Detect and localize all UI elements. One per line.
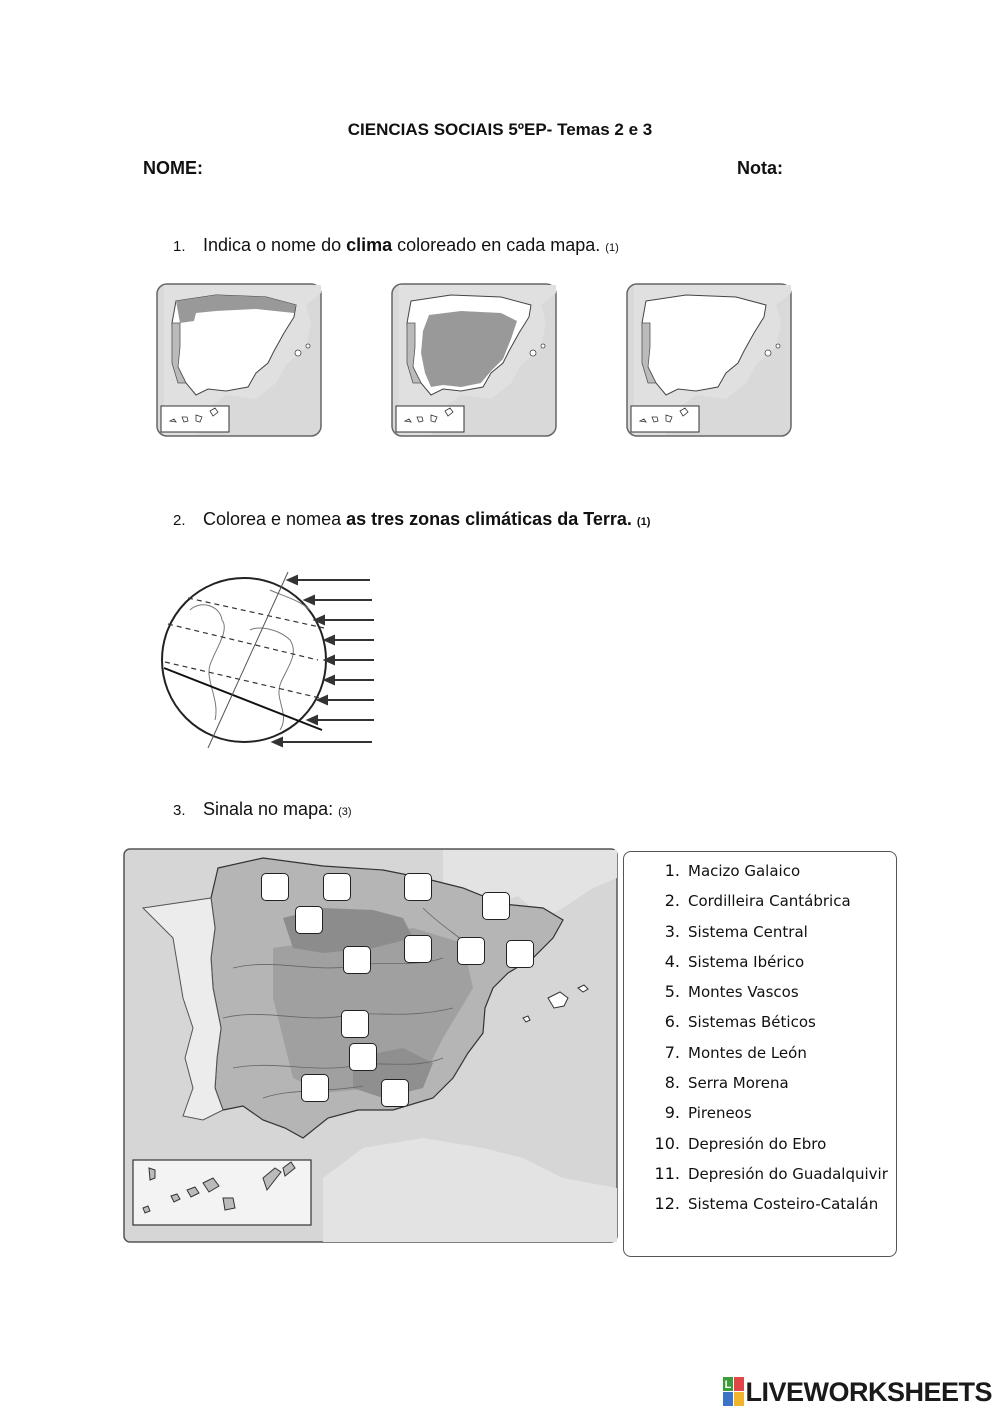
legend-panel	[623, 851, 897, 1257]
logo-letter: L	[725, 1379, 732, 1391]
name-label: NOME:	[143, 158, 203, 178]
map-answer-box[interactable]	[506, 940, 534, 968]
question-2-text: Colorea e nomea	[203, 509, 347, 529]
legend-item	[624, 977, 896, 1007]
legend-item	[624, 1038, 896, 1068]
legend-number: 4.	[664, 951, 680, 971]
question-1-text: Indica o nome do	[203, 235, 347, 255]
map-answer-box[interactable]	[295, 906, 323, 934]
climate-map-mediterranean	[626, 283, 792, 437]
legend-number: 1.	[664, 861, 680, 880]
legend-label: Cordilleira Cantábrica	[688, 892, 851, 911]
map-answer-box[interactable]	[323, 873, 351, 901]
legend-label: Montes Vascos	[688, 983, 799, 1002]
legend-label: Sistema Ibérico	[688, 952, 805, 971]
grade-label: Nota:	[737, 158, 783, 178]
legend-label: Depresión do Ebro	[688, 1134, 827, 1153]
question-1-bold: clima	[346, 235, 393, 255]
question-2-number: 2.	[173, 512, 186, 529]
earth-globe-diagram	[160, 570, 380, 750]
page-title: CIENCIAS SOCIAIS 5ºEP- Temas 2 e 3	[347, 120, 653, 139]
question-2	[173, 509, 650, 530]
legend-item	[624, 1189, 896, 1219]
legend-item	[624, 917, 896, 947]
question-3-text: Sinala no mapa:	[203, 799, 339, 819]
climate-map-continental	[391, 283, 557, 437]
legend-item	[624, 947, 896, 977]
legend-item	[624, 886, 896, 916]
question-1-number: 1.	[173, 238, 186, 255]
legend-number: 8.	[664, 1073, 680, 1093]
map-answer-box[interactable]	[404, 873, 432, 901]
climate-map-oceanic	[156, 283, 322, 437]
legend-label: Depresión do Guadalquivir	[688, 1164, 888, 1183]
question-2-points: (1)	[636, 516, 651, 528]
legend-label: Montes de León	[688, 1043, 807, 1062]
legend-item	[624, 1129, 896, 1159]
legend-number: 12.	[654, 1194, 680, 1214]
map-answer-box[interactable]	[349, 1043, 377, 1071]
map-answer-box[interactable]	[482, 892, 510, 920]
legend-label: Sistema Central	[688, 922, 808, 941]
legend-number: 11.	[654, 1163, 680, 1183]
legend-label: Pireneos	[688, 1104, 752, 1123]
legend-label: Serra Morena	[688, 1074, 789, 1093]
question-1-text-end: coloreado en cada mapa.	[392, 235, 606, 255]
question-3-points: (3)	[338, 806, 352, 818]
legend-item	[624, 1007, 896, 1037]
liveworksheets-logo	[723, 1375, 992, 1409]
legend-number: 10.	[654, 1133, 680, 1153]
legend-item	[624, 1159, 896, 1189]
liveworksheets-logo-icon	[723, 1377, 745, 1407]
question-1-points: (1)	[605, 242, 619, 254]
question-3-number: 3.	[173, 802, 186, 819]
legend-number: 7.	[664, 1042, 680, 1062]
legend-list	[624, 856, 896, 1220]
legend-number: 5.	[664, 982, 680, 1002]
map-answer-box[interactable]	[261, 873, 289, 901]
legend-label: Sistema Costeiro-Catalán	[688, 1195, 879, 1214]
map-answer-box[interactable]	[341, 1010, 369, 1038]
legend-number: 3.	[664, 921, 680, 941]
legend-item	[624, 856, 896, 886]
map-answer-box[interactable]	[301, 1074, 329, 1102]
question-1	[173, 235, 619, 256]
liveworksheets-brand: LIVEWORKSHEETS	[745, 1376, 992, 1407]
map-answer-box[interactable]	[457, 937, 485, 965]
legend-label: Macizo Galaico	[688, 862, 801, 880]
legend-item	[624, 1098, 896, 1128]
map-answer-box[interactable]	[404, 935, 432, 963]
legend-number: 2.	[664, 891, 680, 911]
question-2-bold: as tres zonas climáticas da Terra.	[346, 509, 632, 529]
map-answer-box[interactable]	[343, 946, 371, 974]
legend-number: 6.	[664, 1012, 680, 1032]
legend-number: 9.	[664, 1103, 680, 1123]
map-answer-box[interactable]	[381, 1079, 409, 1107]
question-3	[173, 799, 352, 820]
legend-label: Sistemas Béticos	[688, 1013, 816, 1032]
legend-item	[624, 1068, 896, 1098]
